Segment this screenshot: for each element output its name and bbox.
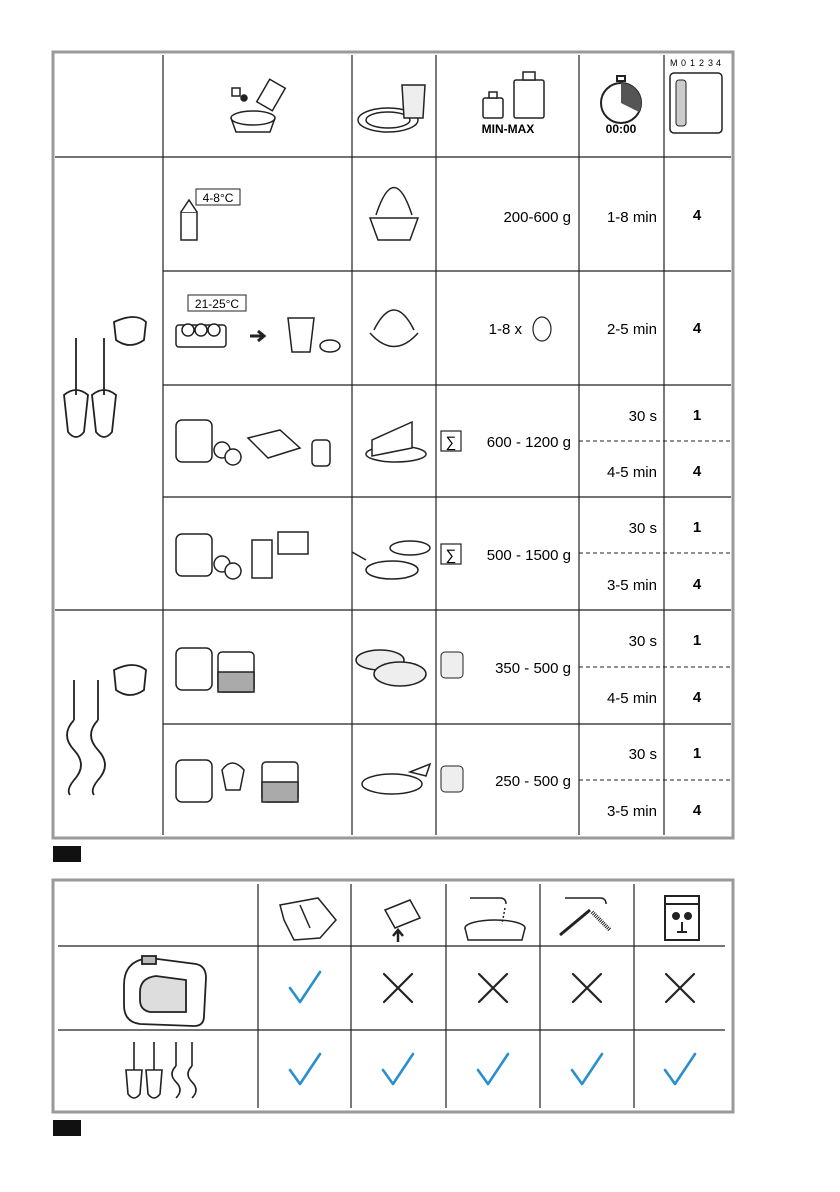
time-bread-2: 4-5 min: [606, 690, 657, 707]
amount-cream: 200-600 g: [503, 209, 571, 226]
svg-text:4: 4: [716, 58, 722, 68]
speed-cream: 4: [692, 207, 702, 224]
svg-text:M: M: [670, 58, 678, 68]
cross-mark-icon: [384, 974, 412, 1002]
egg-icon: [533, 317, 551, 341]
attachments-icon: [126, 1042, 196, 1098]
ingredients-icon: [231, 79, 285, 132]
temp-label-cold: 4-8°C: [202, 191, 234, 205]
pancake-pan-icon: [352, 541, 430, 579]
bread-ingredients-icon: [176, 648, 254, 692]
check-mark-icon: [290, 972, 320, 1002]
pancake-ingredients-icon: [176, 532, 308, 579]
cake-slice-icon: [366, 422, 426, 462]
time-eggs: 2-5 min: [606, 321, 657, 338]
speed-pancake-1: 1: [692, 519, 702, 536]
speed-pancake-2: 4: [692, 576, 702, 593]
cloth-icon: [280, 898, 336, 940]
check-mark-icon: [383, 1054, 413, 1084]
time-cream: 1-8 min: [606, 209, 657, 226]
dishwasher-icon: [665, 896, 699, 940]
speed-cake-1: 1: [692, 407, 702, 424]
amount-pancake: 500 - 1500 g: [486, 547, 571, 564]
timer-label: 00:00: [605, 122, 637, 136]
recipe-table: [53, 52, 733, 838]
timer-icon: [601, 76, 641, 123]
beaten-egg-whites-icon: [370, 310, 418, 347]
speed-pizza-2: 4: [692, 802, 702, 819]
plate-glass-icon: [358, 85, 425, 132]
flour-bag-icon-2: [441, 766, 463, 792]
arrow-icon: [250, 331, 264, 341]
amount-eggs: 1-8 x: [488, 321, 522, 338]
check-mark-icon: [665, 1054, 695, 1084]
egg-separator-icon: [288, 318, 340, 352]
sponge-icon: [385, 900, 420, 942]
speed-switch-icon: [670, 58, 722, 133]
amount-bread: 350 - 500 g: [495, 660, 571, 677]
whisk-attachments-icon: [64, 317, 146, 437]
speed-bread-1: 1: [692, 632, 702, 649]
speed-bread-2: 4: [692, 689, 702, 706]
whipped-cream-icon: [370, 188, 418, 241]
cross-mark-icon: [666, 974, 694, 1002]
bread-loaves-icon: [356, 650, 426, 686]
speed-pizza-1: 1: [692, 745, 702, 762]
time-cake-1: 30 s: [628, 408, 657, 425]
speed-cake-2: 4: [692, 463, 702, 480]
flour-bag-icon: [441, 652, 463, 678]
brush-icon: [560, 898, 610, 935]
time-bread-1: 30 s: [628, 633, 657, 650]
svg-text:2: 2: [699, 58, 705, 68]
egg-tray-icon: [176, 324, 226, 347]
time-pancake-1: 30 s: [628, 520, 657, 537]
time-cake-2: 4-5 min: [606, 464, 657, 481]
amount-cake: 600 - 1200 g: [486, 434, 571, 451]
dough-hooks-icon: [67, 665, 146, 795]
check-mark-icon: [478, 1054, 508, 1084]
figure-label-block-2: [53, 1120, 81, 1136]
pizza-ingredients-icon: [176, 760, 298, 802]
pizza-icon: [362, 764, 430, 794]
temp-label-room: 21-25°C: [194, 297, 240, 311]
time-pizza-1: 30 s: [628, 746, 657, 763]
weights-icon: [483, 72, 544, 118]
check-mark-icon: [290, 1054, 320, 1084]
cleaning-table: [53, 880, 733, 1112]
check-mark-icon: [572, 1054, 602, 1084]
cross-mark-icon: [573, 974, 601, 1002]
speed-eggs: 4: [692, 320, 702, 337]
milk-carton-icon: [181, 200, 197, 240]
mixer-body-icon: [124, 956, 206, 1026]
figure-label-block-1: [53, 846, 81, 862]
time-pancake-2: 3-5 min: [606, 577, 657, 594]
svg-text:0: 0: [681, 58, 687, 68]
svg-text:1: 1: [690, 58, 696, 68]
amount-pizza: 250 - 500 g: [495, 773, 571, 790]
weight-label: MIN-MAX: [481, 122, 535, 136]
time-pizza-2: 3-5 min: [606, 803, 657, 820]
cross-mark-icon: [479, 974, 507, 1002]
cake-ingredients-icon: [176, 420, 330, 466]
svg-text:∑: ∑: [445, 547, 457, 564]
svg-text:3: 3: [708, 58, 714, 68]
rinse-icon: [465, 898, 525, 940]
svg-text:∑: ∑: [445, 434, 457, 451]
